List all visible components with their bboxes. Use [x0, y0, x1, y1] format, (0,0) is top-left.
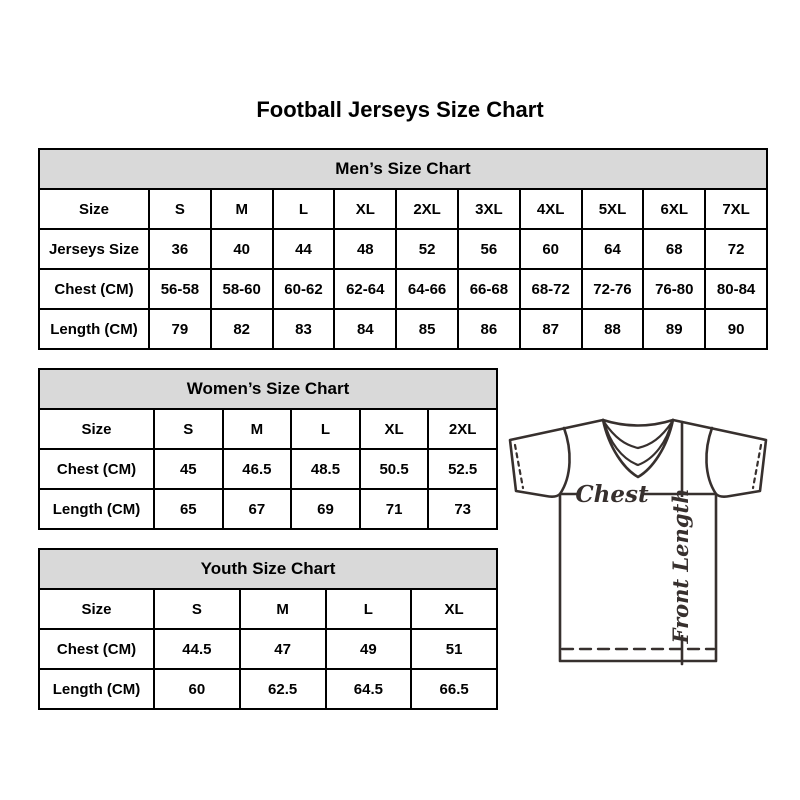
womens-size-chart-table — [38, 368, 498, 530]
table-cell: 87 — [520, 309, 582, 349]
table-cell: 80-84 — [705, 269, 767, 309]
mens-size-chart-table — [38, 148, 768, 350]
row-label: Chest (CM) — [39, 449, 154, 489]
table-row — [39, 229, 767, 269]
table-cell: 69 — [291, 489, 360, 529]
table-cell: 44.5 — [154, 629, 240, 669]
table-cell: 83 — [273, 309, 335, 349]
table-cell: 67 — [223, 489, 292, 529]
table-cell: 7XL — [705, 189, 767, 229]
table-title-row — [39, 369, 497, 409]
table-row — [39, 589, 497, 629]
chest-measure-label: Chest — [575, 481, 649, 508]
table-cell: XL — [334, 189, 396, 229]
table-cell: 5XL — [582, 189, 644, 229]
right-cuff-stitch-dashed-line — [753, 445, 761, 488]
table-cell: 60 — [520, 229, 582, 269]
table-cell: M — [223, 409, 292, 449]
jersey-right-sleeve — [673, 420, 766, 497]
table-title: Youth Size Chart — [39, 549, 497, 589]
table-cell: S — [149, 189, 211, 229]
row-label: Length (CM) — [39, 669, 154, 709]
table-title-row — [39, 149, 767, 189]
table-cell: 40 — [211, 229, 273, 269]
row-label: Chest (CM) — [39, 629, 154, 669]
table-cell: 60-62 — [273, 269, 335, 309]
table-cell: 2XL — [396, 189, 458, 229]
table-cell: L — [273, 189, 335, 229]
table-cell: L — [326, 589, 412, 629]
table-cell: 68-72 — [520, 269, 582, 309]
table-cell: 46.5 — [223, 449, 292, 489]
table-cell: 86 — [458, 309, 520, 349]
table-cell: 64-66 — [396, 269, 458, 309]
table-cell: 64.5 — [326, 669, 412, 709]
table-row — [39, 409, 497, 449]
table-cell: 48.5 — [291, 449, 360, 489]
table-cell: 72 — [705, 229, 767, 269]
table-title: Women’s Size Chart — [39, 369, 497, 409]
table-cell: 64 — [582, 229, 644, 269]
table-row — [39, 489, 497, 529]
table-cell: 90 — [705, 309, 767, 349]
collar-inner-v-line — [604, 421, 672, 465]
jersey-measurement-diagram — [503, 398, 775, 680]
table-cell: 48 — [334, 229, 396, 269]
table-cell: 56 — [458, 229, 520, 269]
table-cell: 36 — [149, 229, 211, 269]
table-row — [39, 669, 497, 709]
table-cell: 65 — [154, 489, 223, 529]
table-cell: 62-64 — [334, 269, 396, 309]
row-label: Size — [39, 589, 154, 629]
table-cell: 85 — [396, 309, 458, 349]
table-cell: S — [154, 589, 240, 629]
table-cell: 82 — [211, 309, 273, 349]
table-cell: 51 — [411, 629, 497, 669]
row-label: Size — [39, 189, 149, 229]
jersey-left-armhole-seam — [560, 428, 570, 494]
table-cell: XL — [360, 409, 429, 449]
table-cell: 73 — [428, 489, 497, 529]
table-row — [39, 309, 767, 349]
table-cell: M — [240, 589, 326, 629]
row-label: Length (CM) — [39, 309, 149, 349]
table-cell: 2XL — [428, 409, 497, 449]
table-cell: XL — [411, 589, 497, 629]
table-cell: 84 — [334, 309, 396, 349]
collar-top-edge — [603, 420, 673, 426]
front-length-measure-label: Front Length — [668, 488, 693, 644]
table-cell: 45 — [154, 449, 223, 489]
table-row — [39, 269, 767, 309]
jersey-right-armhole-seam — [706, 428, 716, 494]
table-cell: 52.5 — [428, 449, 497, 489]
table-title: Men’s Size Chart — [39, 149, 767, 189]
table-cell: M — [211, 189, 273, 229]
table-cell: 62.5 — [240, 669, 326, 709]
table-cell: 56-58 — [149, 269, 211, 309]
table-row — [39, 189, 767, 229]
table-cell: 76-80 — [643, 269, 705, 309]
table-cell: 3XL — [458, 189, 520, 229]
table-cell: 50.5 — [360, 449, 429, 489]
table-cell: 71 — [360, 489, 429, 529]
table-cell: 58-60 — [211, 269, 273, 309]
table-cell: 49 — [326, 629, 412, 669]
table-cell: S — [154, 409, 223, 449]
table-cell: 4XL — [520, 189, 582, 229]
table-cell: 88 — [582, 309, 644, 349]
table-cell: 52 — [396, 229, 458, 269]
row-label: Jerseys Size — [39, 229, 149, 269]
table-title-row — [39, 549, 497, 589]
table-cell: L — [291, 409, 360, 449]
table-cell: 89 — [643, 309, 705, 349]
table-cell: 72-76 — [582, 269, 644, 309]
youth-size-chart-table — [38, 548, 498, 710]
table-cell: 47 — [240, 629, 326, 669]
table-cell: 44 — [273, 229, 335, 269]
table-cell: 66-68 — [458, 269, 520, 309]
table-cell: 68 — [643, 229, 705, 269]
table-cell: 79 — [149, 309, 211, 349]
table-row — [39, 629, 497, 669]
row-label: Length (CM) — [39, 489, 154, 529]
table-cell: 60 — [154, 669, 240, 709]
table-row — [39, 449, 497, 489]
row-label: Chest (CM) — [39, 269, 149, 309]
row-label: Size — [39, 409, 154, 449]
table-cell: 66.5 — [411, 669, 497, 709]
table-cell: 6XL — [643, 189, 705, 229]
page-title: Football Jerseys Size Chart — [256, 97, 544, 122]
left-cuff-stitch-dashed-line — [515, 445, 523, 488]
